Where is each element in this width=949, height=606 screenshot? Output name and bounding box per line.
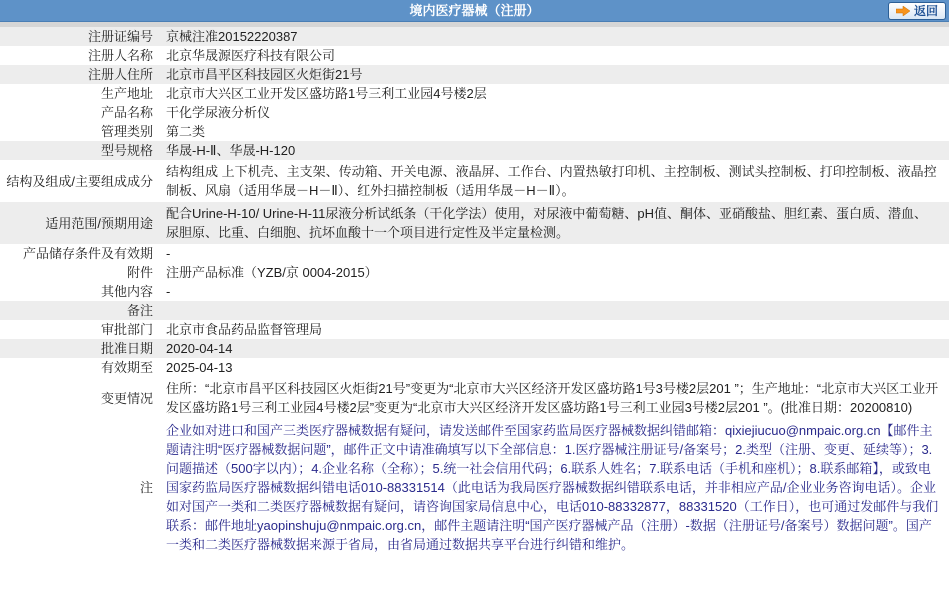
row-value: 注册产品标准（YZB/京 0004-2015） xyxy=(166,265,378,280)
info-table xyxy=(0,27,949,556)
row-value: 华晟-H-Ⅱ、华晟-H-120 xyxy=(166,143,296,158)
row-label: 有效期至 xyxy=(100,360,153,375)
row-value: 企业如对进口和国产三类医疗器械数据有疑问，请发送邮件至国家药监局医疗器械数据纠错邮箱：qixiejiucuo@nmpaic.org.cn【邮件主题请注明“医疗器械数据问题”，邮件正文中请准确填写以下全部信息：1.医疗器械注册证号/备案号；2.类型（注册、变更、延续等）；3.问题描述（500字以内）；4.企业名称（全称）；5.统一社会信用代码；6.联系人姓名；7.联系电话（手机和座机）；8.联系邮箱】，或致电国家药监局医疗器械数据纠错电话010-88331514（此电话为我局医疗器械数据纠错联系电话，并非相应产品/企业业务咨询电话）。企业如对国产一类和二类医疗器械数据有疑问，请咨询国家局信息中心，电话010-88332877，88331520（工作日），也可通过发邮件与我们联系：邮件地址yaopinshuju@nmpaic.org.cn，邮件主题请注明“国产医疗器械产品（注册）-数据（注册证号/备案号）数据问题”。国产一类和二类医疗器械数据来源于省局，由省局通过数据共享平台进行纠错和维护。 xyxy=(166,423,939,552)
row-label: 产品储存条件及有效期 xyxy=(22,246,153,261)
row-label: 注册人住所 xyxy=(87,67,153,82)
row-label: 管理类别 xyxy=(100,124,153,139)
row-value: - xyxy=(166,284,171,299)
row-label: 备注 xyxy=(126,303,153,318)
row-value: 干化学尿液分析仪 xyxy=(166,105,271,120)
back-button[interactable] xyxy=(888,2,946,20)
table-row xyxy=(0,358,949,377)
row-value: 2020-04-14 xyxy=(166,341,233,356)
table-row xyxy=(0,339,949,358)
row-value: 京械注准20152220387 xyxy=(166,29,298,44)
row-value: 北京市食品药品监督管理局 xyxy=(166,322,323,337)
table-row xyxy=(0,141,949,160)
row-value xyxy=(158,301,949,320)
row-label: 适用范围/预期用途 xyxy=(45,215,153,231)
row-label: 变更情况 xyxy=(100,390,153,406)
row-value: 配合Urine-H-10/ Urine-H-11尿液分析试纸条（干化学法）使用，对尿液中葡萄糖、pH值、酮体、亚硝酸盐、胆红素、蛋白质、潜血、尿胆原、比重、白细胞、抗坏血酸十一个项目进行定性及半定量检测。 xyxy=(166,206,928,240)
page-title: 境内医疗器械（注册） xyxy=(409,3,540,18)
row-value: - xyxy=(166,246,171,261)
row-label: 其他内容 xyxy=(100,284,153,299)
header-bar xyxy=(0,0,949,22)
row-value: 2025-04-13 xyxy=(166,360,233,375)
table-row xyxy=(0,282,949,301)
row-label: 批准日期 xyxy=(100,341,153,356)
back-button-label: 返回 xyxy=(913,4,938,18)
table-row xyxy=(0,84,949,103)
table-row xyxy=(0,103,949,122)
back-arrow-icon xyxy=(896,6,910,16)
row-label: 生产地址 xyxy=(100,86,153,101)
table-row xyxy=(0,301,949,320)
row-label: 附件 xyxy=(126,265,153,280)
table-row xyxy=(0,320,949,339)
row-label: 注 xyxy=(139,480,153,495)
table-row xyxy=(0,65,949,84)
table-row xyxy=(0,46,949,65)
row-label: 产品名称 xyxy=(100,105,153,120)
row-value: 北京市大兴区工业开发区盛坊路1号三利工业园4号楼2层 xyxy=(166,86,487,101)
row-label: 注册人名称 xyxy=(87,48,153,63)
row-value: 北京市昌平区科技园区火炬街21号 xyxy=(166,67,363,82)
row-value: 住所：“北京市昌平区科技园区火炬街21号”变更为“北京市大兴区经济开发区盛坊路1号3号楼2层201 ”；生产地址：“北京市大兴区工业开发区盛坊路1号三利工业园4号楼2层”变更为“北京市大兴区经济开发区盛坊路1号三利工业园3号楼2层201 ”。(批准日期：20200810) xyxy=(166,381,939,415)
row-value: 第二类 xyxy=(166,124,206,139)
row-label: 审批部门 xyxy=(100,322,153,337)
row-value: 北京华晟源医疗科技有限公司 xyxy=(166,48,336,63)
table-row xyxy=(0,160,949,202)
table-row xyxy=(0,244,949,263)
table-row xyxy=(0,27,949,46)
row-value: 结构组成 上下机壳、主支架、传动箱、开关电源、液晶屏、工作台、内置热敏打印机、主控制板、测试头控制板、打印控制板、液晶控制板、风扇（适用华晟－H－Ⅱ）、红外扫描控制板（适用华晟－H－Ⅱ）。 xyxy=(166,164,937,198)
table-row xyxy=(0,377,949,419)
table-row xyxy=(0,202,949,244)
table-row xyxy=(0,419,949,556)
row-label: 结构及组成/主要组成成分 xyxy=(6,173,153,189)
table-row xyxy=(0,263,949,282)
row-label: 型号规格 xyxy=(100,143,153,158)
table-row xyxy=(0,122,949,141)
row-label: 注册证编号 xyxy=(87,29,153,44)
